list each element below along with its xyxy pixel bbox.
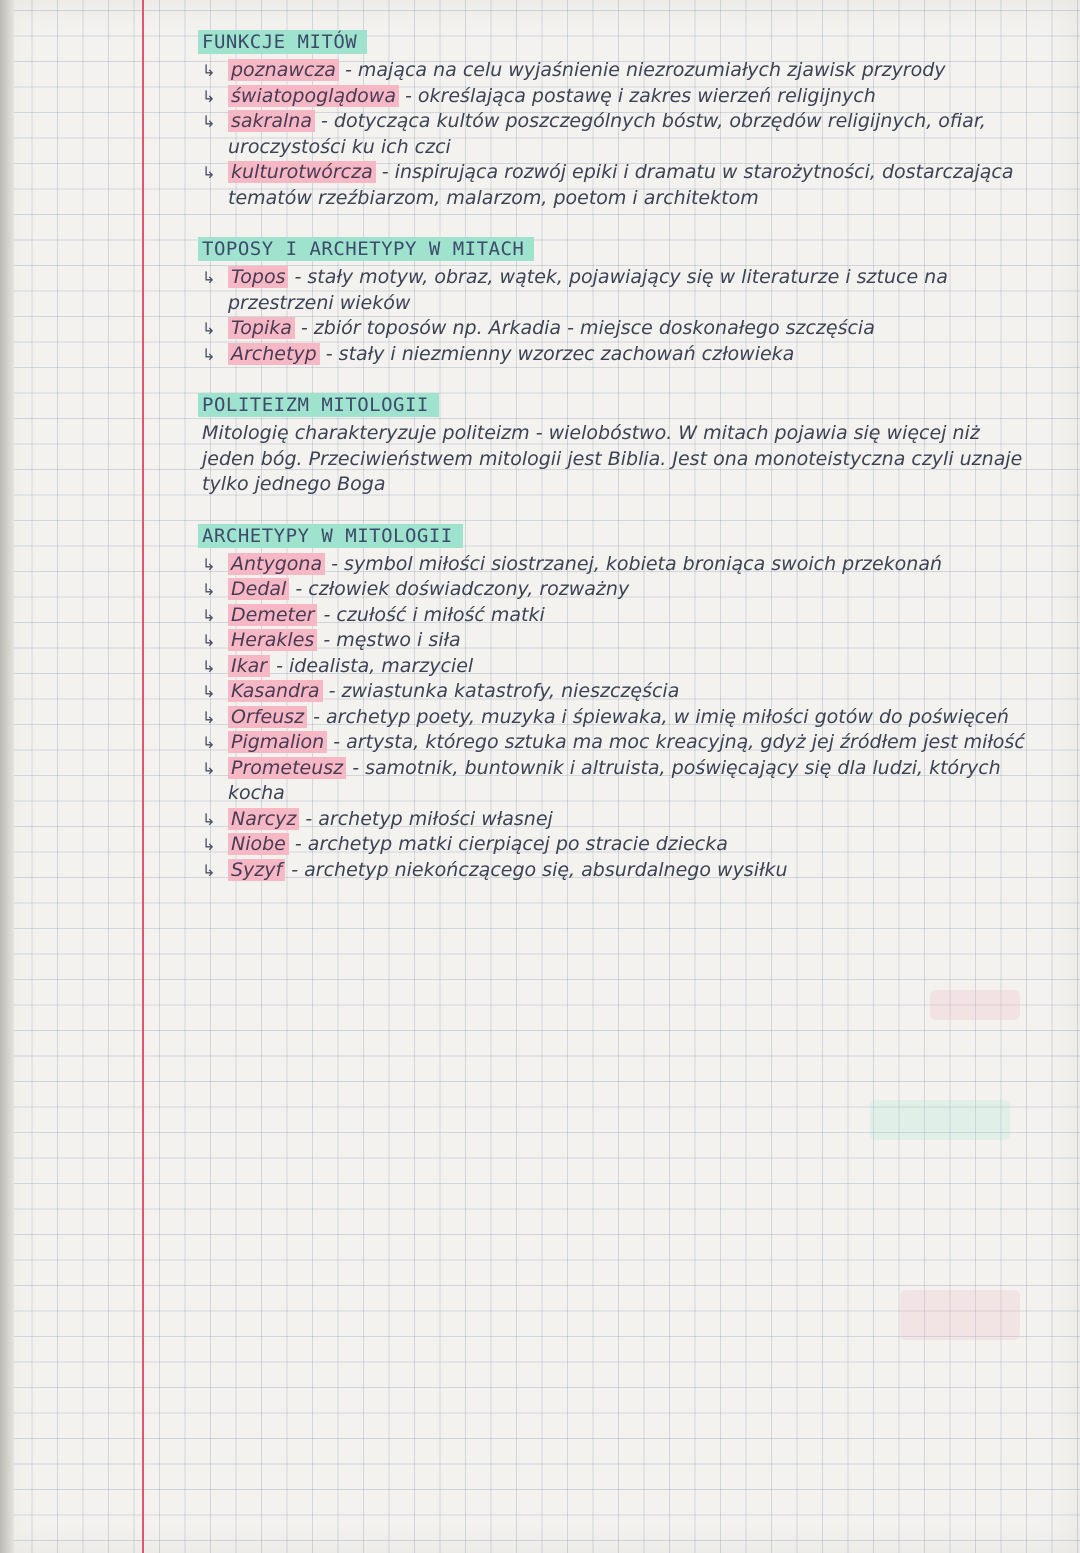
term: Herakles bbox=[228, 629, 317, 651]
list-item bbox=[198, 58, 1028, 84]
arrow-icon: ↳ bbox=[202, 554, 216, 574]
arrow-icon: ↳ bbox=[202, 631, 216, 650]
arrow-icon: ↳ bbox=[202, 163, 216, 182]
highlighter-smudge bbox=[900, 1290, 1020, 1340]
definition: - idealista, marzyciel bbox=[270, 654, 474, 677]
list-item bbox=[198, 756, 1028, 807]
arrow-icon: ↳ bbox=[202, 86, 216, 106]
arrow-icon: ↳ bbox=[202, 656, 216, 676]
definition: - samotnik, buntownik i altruista, poświęcający się dla ludzi, których kocha bbox=[228, 756, 1001, 804]
definition: - męstwo i siła bbox=[317, 629, 461, 651]
arrow-icon: ↳ bbox=[202, 605, 216, 625]
paragraph-text: Mitologię charakteryzuje politeizm - wielobóstwo. W mitach pojawia się więcej niż jeden bóg. Przeciwieństwem mitologii jest Biblia. Jest ona monoteistyczna czyli uznaje tylko jednego Boga bbox=[202, 422, 1023, 495]
arrow-icon: ↳ bbox=[202, 682, 216, 701]
list-item bbox=[198, 265, 1028, 316]
list-item bbox=[198, 832, 1028, 858]
arrow-icon: ↳ bbox=[202, 268, 216, 287]
section-heading: TOPOSY I ARCHETYPY W MITACH bbox=[198, 237, 534, 261]
definition: - archetyp miłości własnej bbox=[299, 807, 553, 830]
list-item bbox=[198, 654, 1028, 680]
list-item bbox=[198, 603, 1028, 629]
section-toposes bbox=[198, 237, 1028, 367]
definition: - określająca postawę i zakres wierzeń religijnych bbox=[398, 84, 876, 107]
list-item bbox=[198, 84, 1028, 110]
highlighter-smudge bbox=[870, 1100, 1010, 1140]
section-functions bbox=[198, 30, 1028, 211]
term: Demeter bbox=[228, 604, 317, 626]
list-item bbox=[198, 160, 1028, 211]
definition: - archetyp poety, muzyka i śpiewaka, w imię miłości gotów do poświęceń bbox=[307, 705, 1009, 728]
term: kulturotwórcza bbox=[228, 161, 376, 183]
definition: - mająca na celu wyjaśnienie niezrozumiałych zjawisk przyrody bbox=[338, 59, 946, 81]
list-item bbox=[198, 109, 1028, 160]
definition: - zwiastunka katastrofy, nieszczęścia bbox=[322, 680, 680, 702]
definition: - zbiór toposów np. Arkadia - miejsce doskonałego szczęścia bbox=[294, 317, 875, 339]
arrow-icon: ↳ bbox=[202, 319, 216, 338]
definition: - stały i niezmienny wzorzec zachowań człowieka bbox=[319, 342, 795, 365]
arrow-icon: ↳ bbox=[202, 733, 216, 752]
term: Narcyz bbox=[228, 808, 299, 830]
section-polytheism bbox=[198, 393, 1028, 498]
arrow-icon: ↳ bbox=[202, 580, 216, 599]
definition: - archetyp matki cierpiącej po stracie dziecka bbox=[288, 833, 728, 855]
definition: - inspirująca rozwój epiki i dramatu w starożytności, dostarczająca tematów rzeźbiarzom, malarzom, poetom i architektom bbox=[228, 161, 1014, 209]
list-item bbox=[198, 730, 1028, 756]
section-heading: ARCHETYPY W MITOLOGII bbox=[198, 524, 463, 548]
term: Kasandra bbox=[228, 680, 323, 702]
list-item bbox=[198, 577, 1028, 603]
item-list bbox=[198, 58, 1028, 211]
term: Prometeusz bbox=[228, 757, 346, 779]
definition: - artysta, którego sztuka ma moc kreacyjną, gdyż jej źródłem jest miłość bbox=[327, 731, 1025, 753]
term: Topos bbox=[228, 266, 288, 288]
item-list bbox=[198, 552, 1028, 884]
list-item bbox=[198, 552, 1028, 578]
term: Antygona bbox=[228, 553, 325, 575]
definition: - symbol miłości siostrzanej, kobieta broniąca swoich przekonań bbox=[325, 552, 943, 575]
margin-line bbox=[142, 0, 144, 1553]
term: poznawcza bbox=[228, 59, 339, 81]
definition: - stały motyw, obraz, wątek, pojawiający się w literaturze i sztuce na przestrzeni wieków bbox=[228, 266, 948, 314]
section-heading: POLITEIZM MITOLOGII bbox=[198, 393, 439, 417]
term: Orfeusz bbox=[228, 706, 307, 728]
term: Archetyp bbox=[228, 343, 320, 365]
term: światopoglądowa bbox=[228, 85, 399, 107]
definition: - człowiek doświadczony, rozważny bbox=[289, 578, 630, 600]
list-item bbox=[198, 858, 1028, 884]
arrow-icon: ↳ bbox=[202, 707, 216, 727]
definition: - czułość i miłość matki bbox=[317, 603, 545, 626]
term: Topika bbox=[228, 317, 295, 339]
arrow-icon: ↳ bbox=[202, 860, 216, 880]
list-item bbox=[198, 705, 1028, 731]
arrow-icon: ↳ bbox=[202, 112, 216, 131]
list-item bbox=[198, 807, 1028, 833]
highlighter-smudge bbox=[930, 990, 1020, 1020]
arrow-icon: ↳ bbox=[202, 835, 216, 854]
section-archetypes bbox=[198, 524, 1028, 884]
arrow-icon: ↳ bbox=[202, 344, 216, 364]
term: Dedal bbox=[228, 578, 289, 600]
arrow-icon: ↳ bbox=[202, 809, 216, 829]
page-edge bbox=[0, 0, 14, 1553]
term: Pigmalion bbox=[228, 731, 327, 753]
list-item bbox=[198, 316, 1028, 342]
arrow-icon: ↳ bbox=[202, 758, 216, 778]
term: Syzyf bbox=[228, 859, 285, 881]
notes-content bbox=[198, 30, 1028, 909]
section-heading: FUNKCJE MITÓW bbox=[198, 30, 367, 54]
definition: - dotycząca kultów poszczególnych bóstw, obrzędów religijnych, ofiar, uroczystości ku ich czci bbox=[228, 110, 986, 158]
list-item bbox=[198, 628, 1028, 654]
term: Niobe bbox=[228, 833, 289, 855]
definition: - archetyp niekończącego się, absurdalnego wysiłku bbox=[285, 858, 788, 881]
list-item bbox=[198, 342, 1028, 368]
term: sakralna bbox=[228, 110, 315, 132]
list-item bbox=[198, 679, 1028, 705]
arrow-icon: ↳ bbox=[202, 61, 216, 80]
term: Ikar bbox=[228, 655, 270, 677]
item-list bbox=[198, 265, 1028, 367]
